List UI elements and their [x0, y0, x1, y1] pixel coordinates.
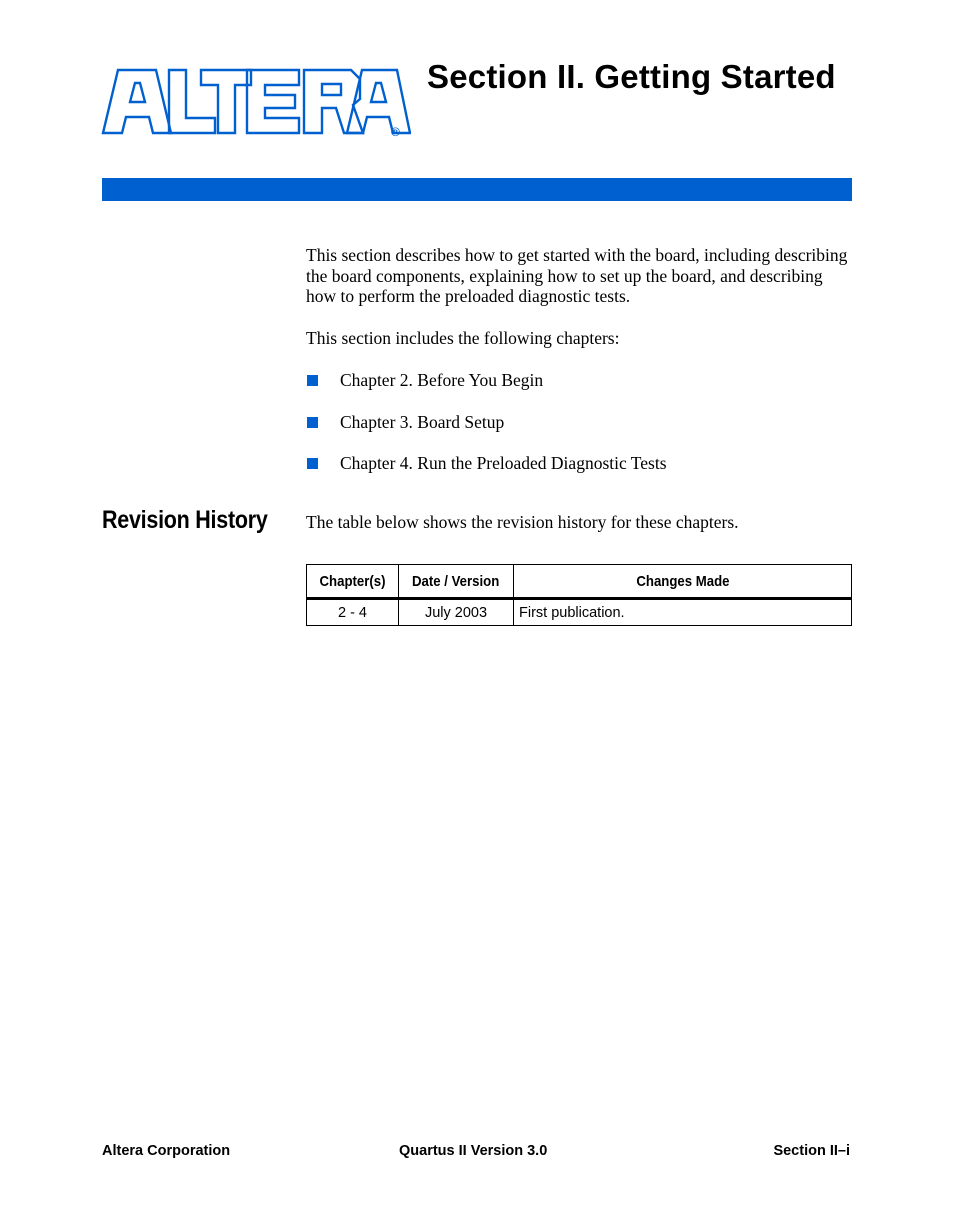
column-header-date-version: Date / Version [399, 565, 514, 599]
chapter-list [306, 369, 667, 494]
column-header-chapters: Chapter(s) [307, 565, 399, 599]
cell-changes: First publication. [514, 599, 852, 626]
bullet-square-icon [307, 458, 318, 469]
chapters-intro: This section includes the following chapters: [306, 328, 620, 348]
chapter-label: Chapter 4. Run the Preloaded Diagnostic Tests [340, 453, 667, 473]
footer-page-number: Section II–i [773, 1143, 850, 1159]
revision-history-heading: Revision History [102, 506, 268, 534]
bullet-square-icon [307, 375, 318, 386]
chapter-label: Chapter 2. Before You Begin [340, 370, 544, 390]
cell-chapters: 2 - 4 [307, 599, 399, 626]
revision-table [306, 564, 852, 626]
column-header-changes: Changes Made [514, 565, 852, 599]
list-item [306, 452, 667, 494]
section-divider-bar [102, 178, 852, 201]
registered-mark: ® [391, 125, 400, 138]
cell-date-version: July 2003 [399, 599, 514, 626]
footer-company: Altera Corporation [102, 1143, 231, 1159]
chapter-label: Chapter 3. Board Setup [340, 411, 505, 432]
table-row [307, 599, 852, 626]
intro-paragraph: This section describes how to get started with the board, including describing the board components, explaining how to set up the board, and describing how to perform the preloaded diagnostic tests. [306, 245, 848, 306]
footer-version: Quartus II Version 3.0 [399, 1143, 548, 1159]
bullet-square-icon [307, 417, 318, 428]
page-title: Section II. Getting Started [427, 58, 836, 95]
revision-intro: The table below shows the revision history for these chapters. [306, 512, 739, 532]
list-item [306, 411, 667, 453]
altera-logo [101, 66, 411, 138]
table-header-row [307, 565, 852, 599]
list-item [306, 369, 667, 411]
